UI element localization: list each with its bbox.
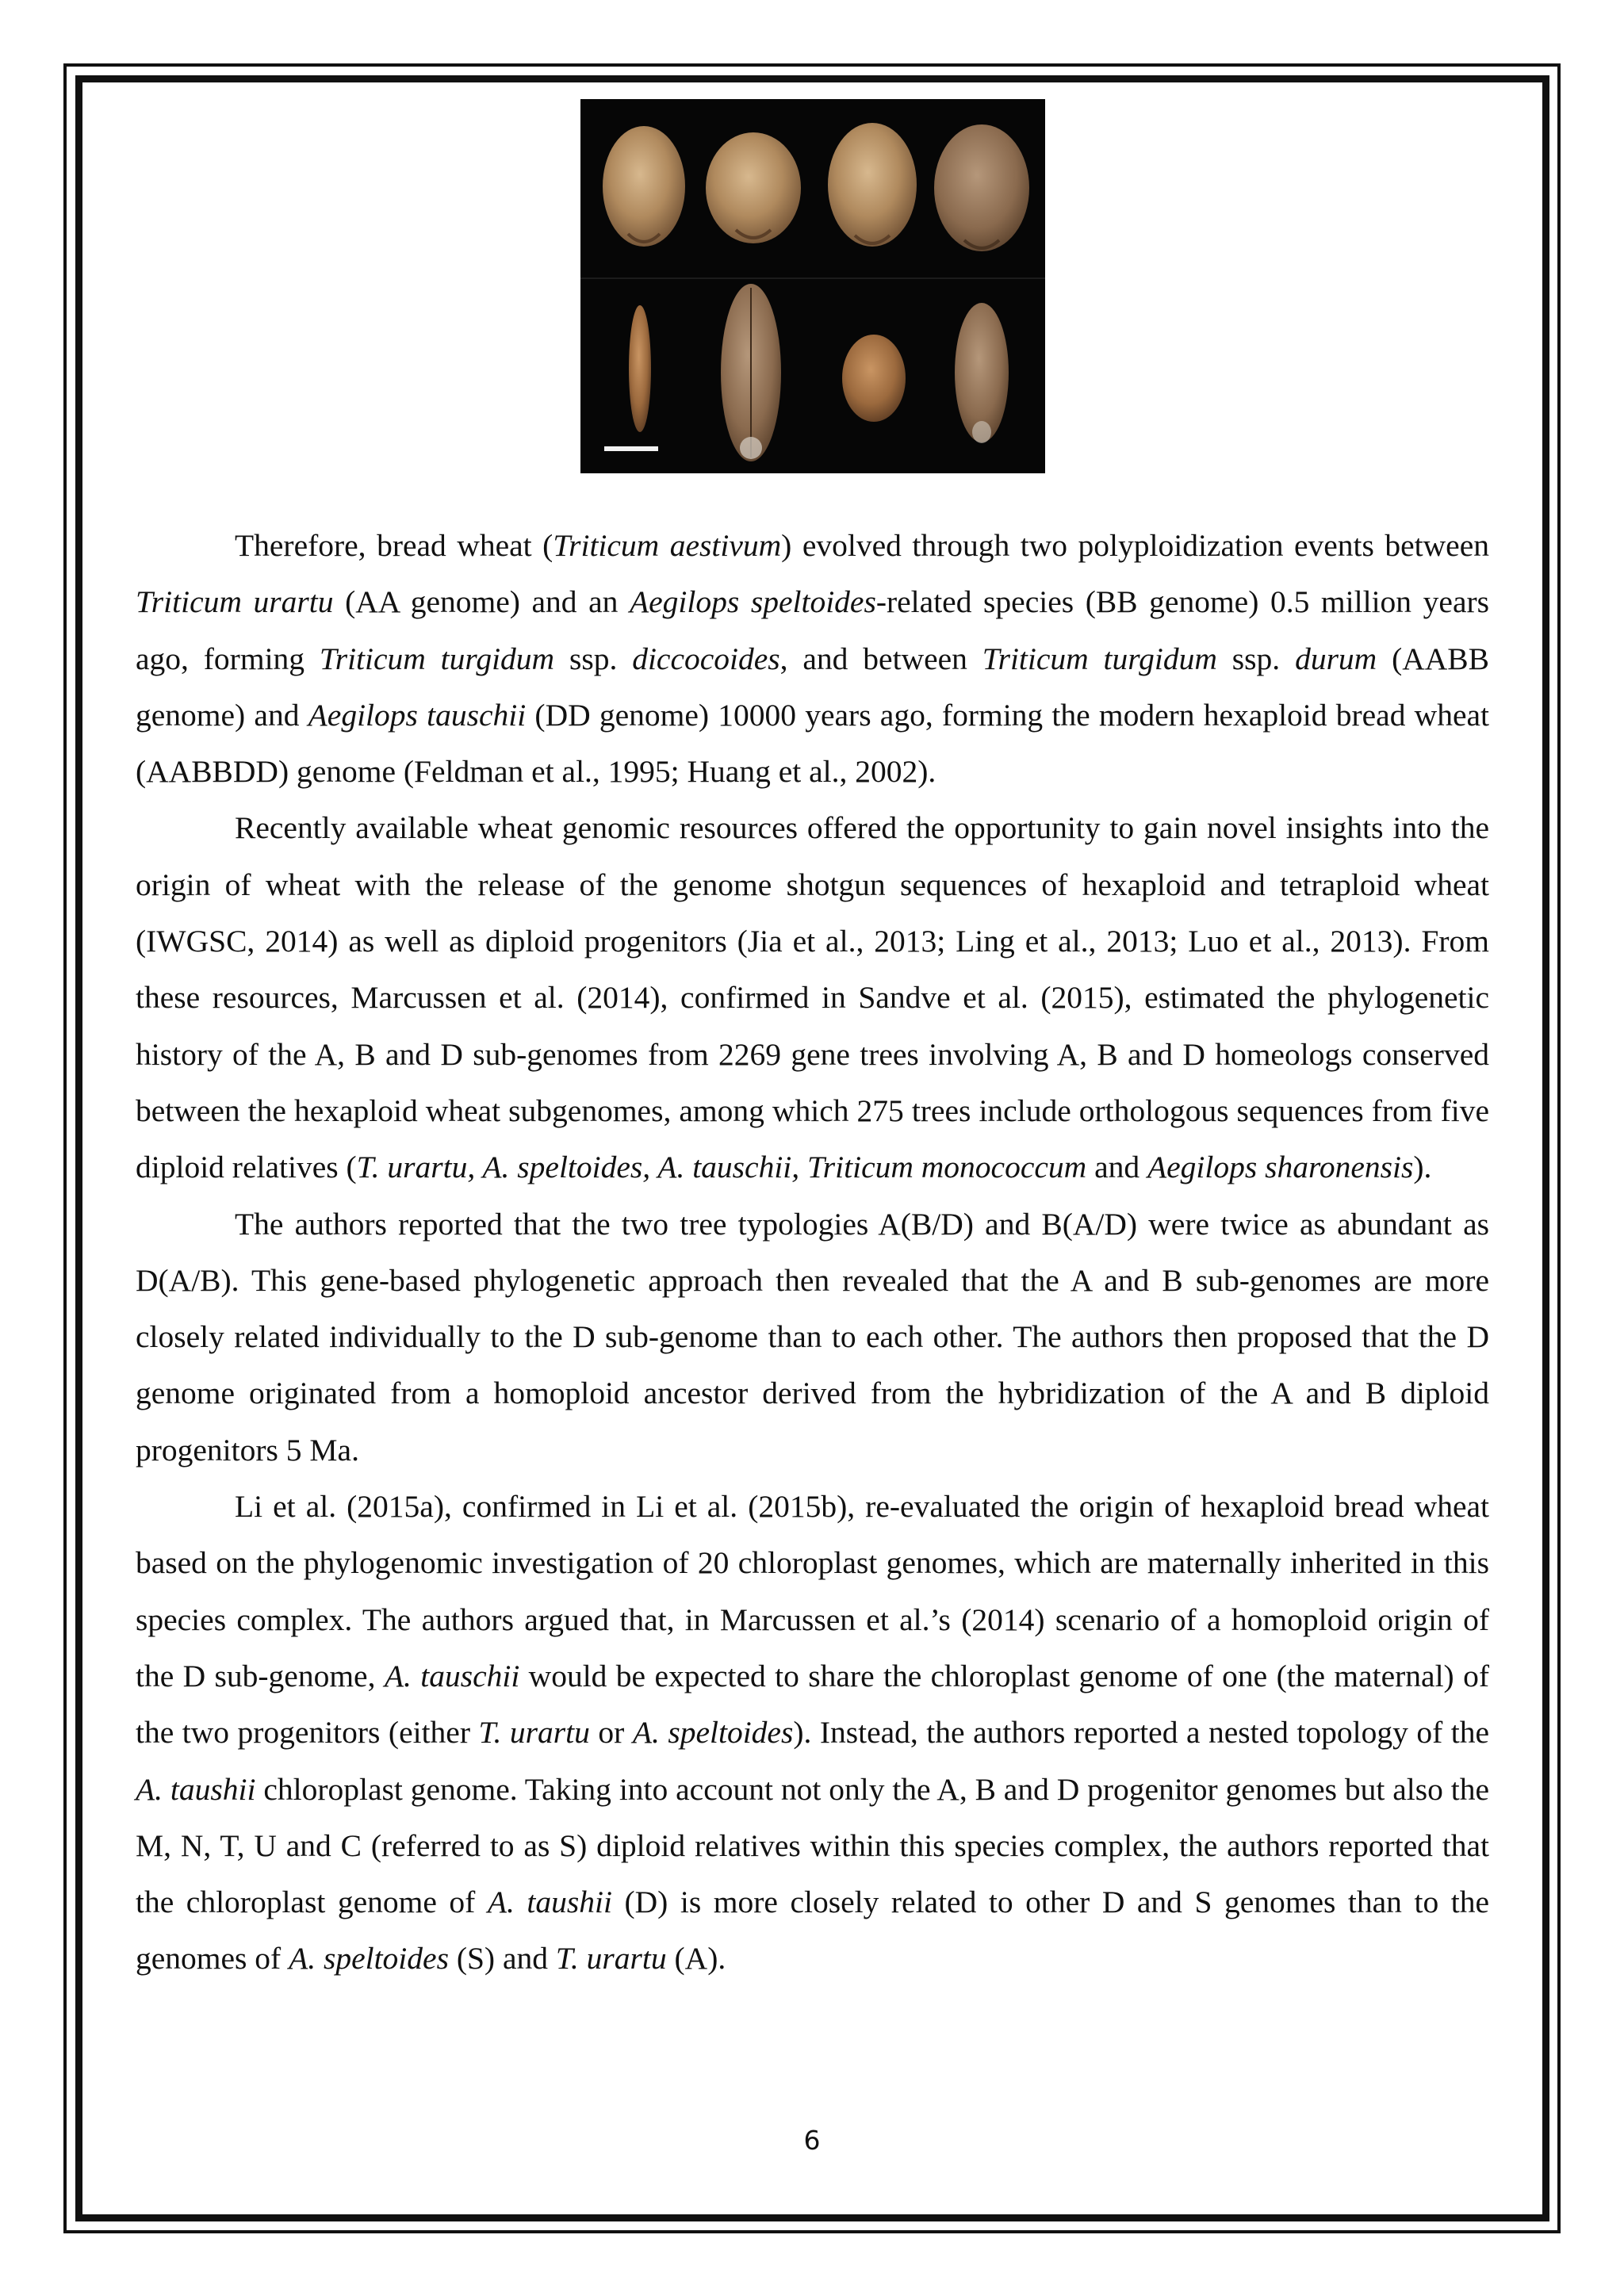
text-run: chloroplast genome. Taking into account not only the A, B and D progenitor genomes but also the M, N, T, U and C (referred to as S) diploid relatives within this species complex, the authors reported that the chloroplast genome of (136, 1771, 1489, 1920)
text-run: and (1086, 1150, 1147, 1185)
wheat-grains-figure (580, 99, 1045, 473)
wheat-grains-photo (580, 99, 1045, 473)
text-run: -related species (BB genome) 0.5 million years ago, forming (136, 584, 1489, 676)
italic-term: durum (1295, 641, 1377, 676)
grain-bottom-4 (955, 303, 1009, 443)
grain-top-1 (603, 126, 685, 247)
paragraph-4 (136, 1479, 1489, 1988)
italic-term: Triticum urartu (136, 584, 334, 620)
text-run: (AA genome) and an (333, 584, 630, 620)
grain-top-4 (934, 124, 1029, 251)
italic-term: Aegilops sharonensis (1147, 1150, 1414, 1185)
text-run: ssp. (554, 641, 633, 676)
paragraph-1 (136, 518, 1489, 800)
page-number: 6 (803, 2125, 821, 2156)
italic-term: Triticum turgidum (982, 641, 1217, 676)
text-run: ) evolved through two polyploidization events between (781, 528, 1489, 563)
body-text (136, 518, 1489, 1988)
grain-bottom-1 (629, 305, 651, 432)
italic-term: A. taushii (487, 1885, 612, 1920)
italic-term: A. tauschii (384, 1658, 520, 1693)
italic-term: A. speltoides (289, 1941, 449, 1976)
grain-top-2 (706, 132, 801, 243)
italic-term: T. urartu (555, 1941, 667, 1976)
text-run: ssp. (1216, 641, 1296, 676)
paragraph-2 (136, 800, 1489, 1196)
text-run: would be expected to share the chloroplast genome of one (the maternal) of the two progenitors (either (136, 1658, 1489, 1751)
italic-term: Triticum turgidum (319, 641, 555, 676)
text-run: ). Instead, the authors reported a nested topology of the (793, 1715, 1490, 1751)
italic-term: Aegilops speltoides (630, 584, 876, 620)
italic-term: Triticum aestivum (553, 528, 782, 563)
text-run: (DD genome) 10000 years ago, forming the modern hexaploid bread wheat (AABBDD) genome (Feldman et al., 1995; Huang et al., 2002). (136, 697, 1489, 790)
text-run: (S) and (448, 1941, 556, 1976)
text-run: (A). (666, 1941, 726, 1976)
paragraph-3 (136, 1196, 1489, 1479)
text-run: Recently available wheat genomic resources offered the opportunity to gain novel insights into the origin of wheat with the release of the genome shotgun sequences of hexaploid and tetraploid wheat (IWGSC, 2014) as well as diploid progenitors (Jia et al., 2013; Ling et al., 2013; Luo et al., 2013). From these resources, Marcussen et al. (2014), confirmed in Sandve et al. (2015), estimated the phylogenetic history of the A, B and D sub-genomes from 2269 gene trees involving A, B and D homeologs conserved between the hexaploid wheat subgenomes, among which 275 trees include orthologous sequences from five diploid relatives ( (136, 810, 1489, 1185)
text-run: (AABB genome) and (136, 641, 1489, 733)
text-run: Therefore, bread wheat ( (235, 528, 553, 563)
scale-bar (604, 446, 658, 451)
grain-bottom-3 (842, 335, 906, 422)
italic-term: A. taushii (136, 1771, 256, 1807)
italic-term: T. urartu (478, 1715, 590, 1751)
italic-term: diccocoides (632, 641, 780, 676)
italic-term: T. urartu, A. speltoides, A. tauschii, Triticum monococcum (356, 1150, 1087, 1185)
text-run: or (589, 1715, 633, 1751)
text-run: ). (1413, 1150, 1432, 1185)
italic-term: A. speltoides (632, 1715, 794, 1751)
grain-top-3 (828, 123, 917, 247)
text-run: The authors reported that the two tree typologies A(B/D) and B(A/D) were twice as abundant as D(A/B). This gene-based phylogenetic approach then revealed that the A and B sub-genomes are more closely related individually to the D sub-genome than to each other. The authors then proposed that the D genome originated from a homoploid ancestor derived from the hybridization of the A and B diploid progenitors 5 Ma. (136, 1206, 1489, 1468)
text-run: , and between (779, 641, 982, 676)
text-run: Li et al. (2015a), confirmed in Li et al. (2015b), re-evaluated the origin of hexaploid bread wheat based on the phylogenomic investigation of 20 chloroplast genomes, which are maternally inherited in this species complex. The authors argued that, in Marcussen et al.’s (2014) scenario of a homoploid origin of the D sub-genome, (136, 1489, 1489, 1693)
grain-bottom-2 (721, 284, 781, 461)
italic-term: Aegilops tauschii (308, 697, 527, 733)
text-run: (D) is more closely related to other D and S genomes than to the genomes of (136, 1885, 1489, 1976)
